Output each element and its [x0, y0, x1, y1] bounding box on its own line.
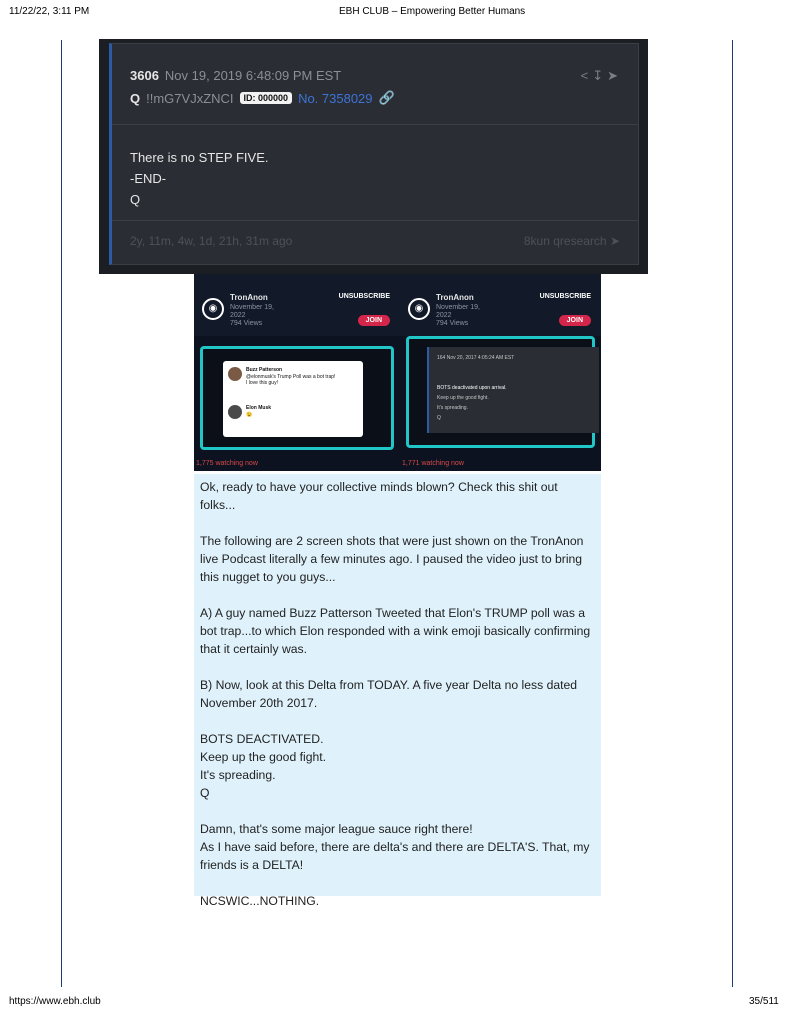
- q-post-screenshot: [99, 39, 648, 274]
- avatar: [228, 367, 242, 381]
- mini-post-line: BOTS deactivated upon arrival.: [437, 385, 507, 391]
- video-frame: [406, 336, 595, 448]
- divider: [112, 220, 638, 221]
- video-frame: [200, 346, 394, 450]
- unsubscribe-button[interactable]: UNSUBSCRIBE: [539, 293, 591, 300]
- post-source: [524, 234, 620, 248]
- article-paragraph: Damn, that's some major league sauce right there! As I have said before, there are delta's and there are DELTA'S. That, my friends is a DELTA!: [200, 822, 590, 872]
- link-icon[interactable]: 🔗: [378, 90, 395, 105]
- channel-name: TronAnon: [436, 293, 474, 302]
- page-number: 35/511: [749, 996, 779, 1007]
- q-post-meta: [130, 68, 341, 83]
- tweet-text: @elonmusk's Trump Poll was a bot trap! I love this guy!: [246, 374, 336, 386]
- q-post-date: Nov 19, 2019 6:48:09 PM EST: [164, 68, 342, 83]
- mini-post-header: 164 Nov 20, 2017 4:05:24 AM EST: [437, 355, 515, 361]
- left-margin-rule: [61, 40, 62, 987]
- q-post-number: 3606: [130, 68, 159, 83]
- channel-header: [400, 274, 601, 336]
- channel-name: TronAnon: [230, 293, 268, 302]
- q-body-line: There is no STEP FIVE.: [130, 150, 269, 165]
- page-title: EBH CLUB – Empowering Better Humans: [339, 6, 526, 17]
- q-body-line: Q: [130, 192, 141, 207]
- right-margin-rule: [732, 40, 733, 987]
- page-url[interactable]: https://www.ebh.club: [9, 996, 101, 1007]
- post-age: 2y, 11m, 4w, 1d, 21h, 31m ago: [130, 234, 293, 248]
- channel-logo-icon: ◉: [408, 298, 430, 320]
- article-paragraph: Ok, ready to have your collective minds blown? Check this shit out folks...: [200, 480, 558, 512]
- watching-count: 1,771 watching now: [402, 460, 464, 467]
- tweet-text: 😉: [246, 412, 253, 418]
- tweet-author: Elon Musk: [246, 405, 272, 411]
- article-paragraph: NCSWIC...NOTHING.: [200, 894, 320, 908]
- join-button[interactable]: JOIN: [559, 315, 591, 326]
- watching-count: 1,775 watching now: [196, 460, 258, 467]
- post-action-icons: [581, 68, 622, 84]
- channel-meta: November 19, 2022 794 Views: [230, 304, 274, 327]
- mini-post-line: Keep up the good fight.: [437, 395, 489, 401]
- share-icon[interactable]: <: [580, 68, 593, 83]
- tweet-author: Buzz Patterson: [246, 367, 283, 373]
- unsubscribe-button[interactable]: UNSUBSCRIBE: [338, 293, 390, 300]
- article-paragraph: The following are 2 screen shots that were just shown on the TronAnon live Podcast literally a few minutes ago. I paused the video just to bring this nugget to you guys...: [200, 534, 584, 584]
- article-paragraph: B) Now, look at this Delta from TODAY. A five year Delta no less dated November 20th 2017.: [200, 678, 578, 710]
- print-datetime: 11/22/22, 3:11 PM: [9, 6, 90, 17]
- stream-screenshot-right: [400, 274, 601, 471]
- mini-post-line: Q: [437, 415, 441, 421]
- mini-post-line: It's spreading.: [437, 405, 468, 411]
- download-icon[interactable]: ↧: [592, 68, 608, 83]
- article-text: [194, 474, 601, 908]
- arrow-circle-icon[interactable]: ➤: [609, 234, 620, 248]
- q-author: Q: [130, 90, 141, 106]
- join-button[interactable]: JOIN: [358, 315, 390, 326]
- source-label: 8kun qresearch: [523, 234, 607, 248]
- channel-meta: November 19, 2022 794 Views: [436, 304, 480, 327]
- post-number-link[interactable]: No. 7358029: [298, 90, 373, 106]
- open-icon[interactable]: ➤: [607, 68, 622, 83]
- q-post-card: [109, 43, 639, 265]
- article-paragraph: BOTS DEACTIVATED. Keep up the good fight. It's spreading. Q: [200, 732, 327, 800]
- tweet-screenshot: [223, 361, 363, 437]
- divider: [112, 124, 638, 125]
- q-post-body: [130, 147, 268, 210]
- id-badge: ID: 000000: [240, 92, 293, 104]
- channel-logo-icon: ◉: [202, 298, 224, 320]
- q-tripcode: !!mG7VJxZNCI: [146, 90, 234, 106]
- stream-screenshot-left: [194, 274, 400, 471]
- q-post-mini: [427, 347, 599, 433]
- article-paragraph: A) A guy named Buzz Patterson Tweeted that Elon's TRUMP poll was a bot trap...to which Elon responded with a wink emoji basically confirming that it certainly was.: [200, 606, 591, 656]
- q-post-author-row: [130, 90, 395, 106]
- q-body-line: -END-: [130, 171, 167, 186]
- avatar: [228, 405, 242, 419]
- channel-header: [194, 274, 400, 336]
